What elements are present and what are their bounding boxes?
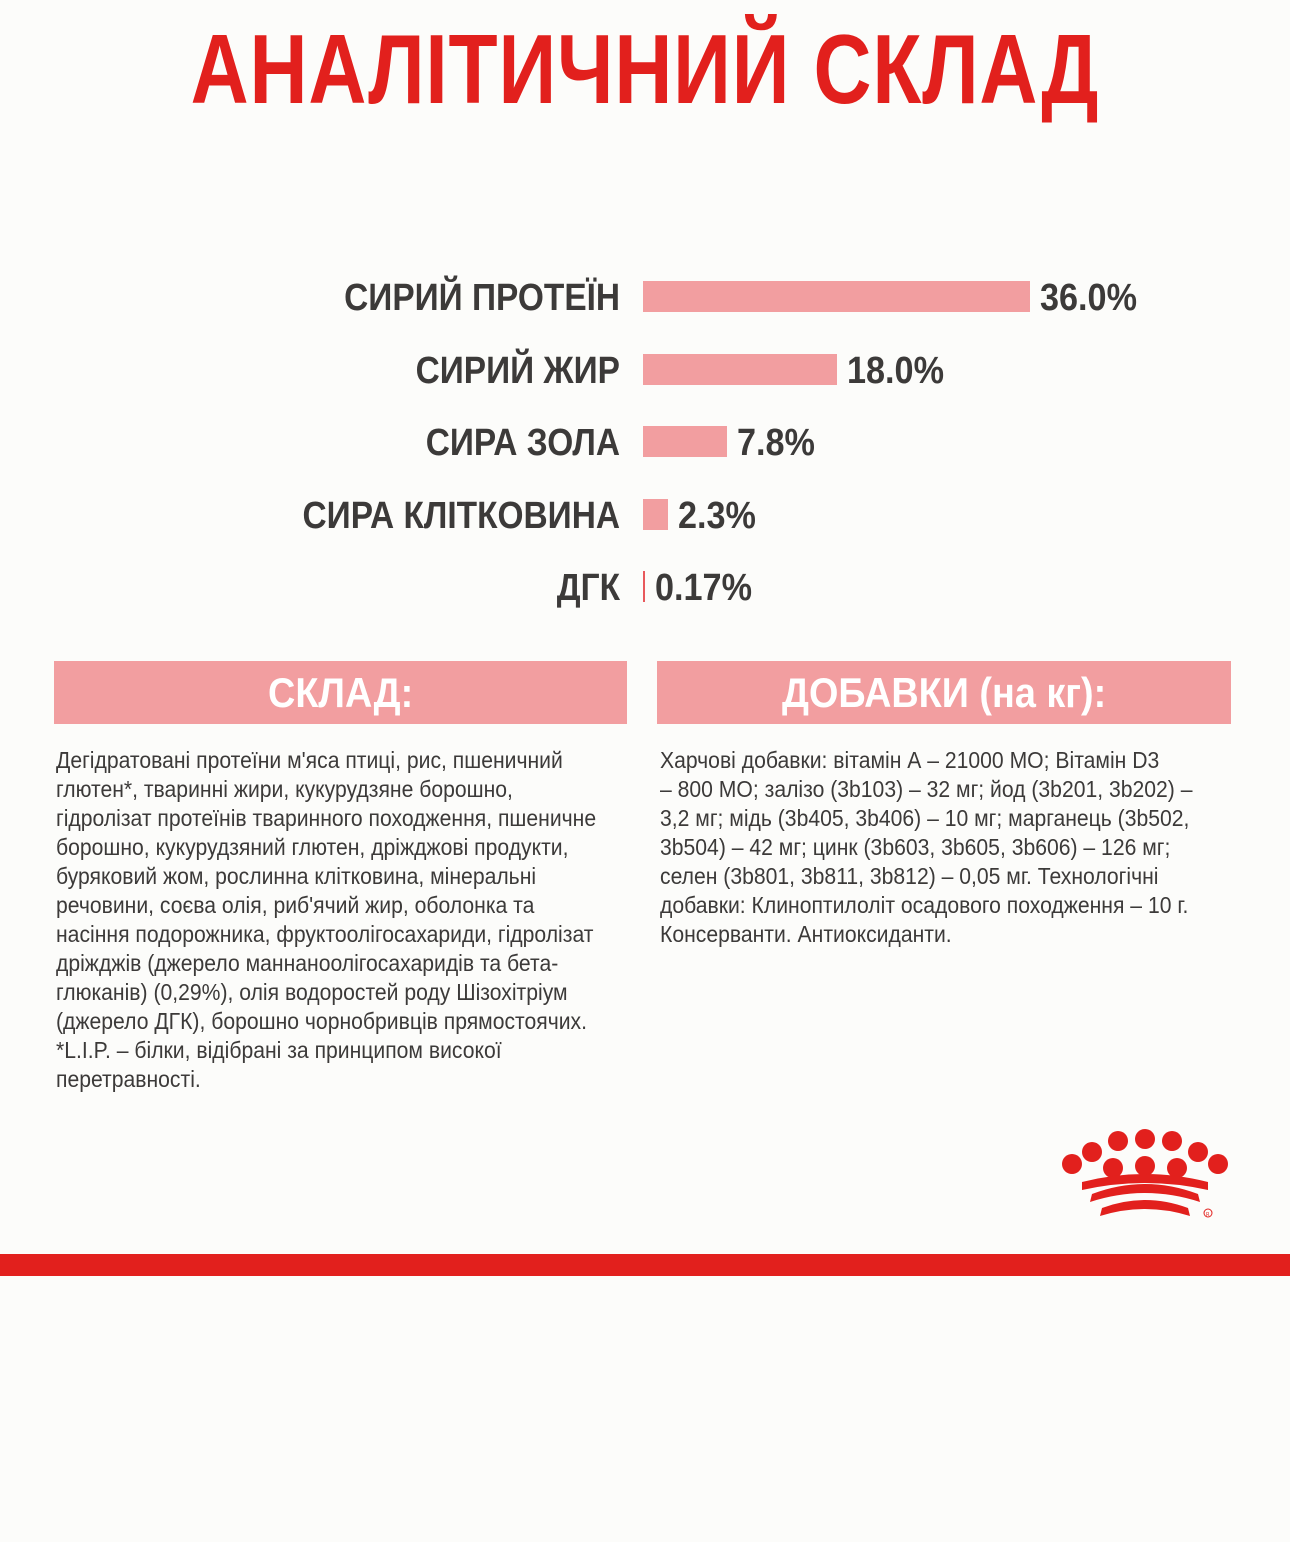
- composition-line: борошно, кукурудзяний глютен, дріжджові продукти,: [56, 834, 569, 860]
- additives-line: – 800 МО; залізо (3b103) – 32 мг; йод (3b201, 3b202) –: [660, 776, 1193, 802]
- composition-line: перетравності.: [56, 1066, 201, 1092]
- analytical-composition-chart: [0, 0, 1290, 640]
- chart-category-label: СИРА КЛІТКОВИНА: [302, 494, 620, 537]
- composition-line: гідролізат протеїнів тваринного походження, пшеничне: [56, 805, 597, 831]
- chart-bar: [643, 354, 837, 385]
- additives-line: Консерванти. Антиоксиданти.: [660, 921, 952, 947]
- royal-crown-logo-icon: [1058, 1128, 1232, 1224]
- svg-text:R: R: [1206, 1212, 1210, 1218]
- chart-bar: [643, 571, 645, 602]
- composition-line: глюканів) (0,29%), олія водоростей роду Шізохітріум: [56, 979, 568, 1005]
- page-title: АНАЛІТИЧНИЙ СКЛАД: [190, 14, 1100, 124]
- chart-category-label: СИРА ЗОЛА: [425, 422, 620, 464]
- chart-bar: [643, 281, 1030, 312]
- chart-value-label: 7.8%: [736, 422, 815, 464]
- composition-line: (джерело ДГК), борошно чорнобривців прямостоячих.: [56, 1008, 588, 1034]
- chart-value-label: 18.0%: [846, 349, 944, 392]
- additives-line: 3b504) – 42 мг; цинк (3b603, 3b605, 3b606) – 126 мг;: [660, 834, 1171, 860]
- chart-category-label: СИРИЙ ЖИР: [415, 349, 620, 392]
- additives-line: 3,2 мг; мідь (3b405, 3b406) – 10 мг; марганець (3b502,: [660, 805, 1190, 831]
- chart-category-label: СИРИЙ ПРОТЕЇН: [344, 277, 620, 319]
- chart-bar: [643, 499, 668, 530]
- composition-line: насіння подорожника, фруктоолігосахариди, гідролізат: [56, 921, 594, 947]
- chart-bar: [643, 426, 727, 457]
- composition-line: дріжджів (джерело маннаноолігосахаридів та бета-: [56, 950, 559, 976]
- composition-line: *L.I.P. – білки, відібрані за принципом високої: [56, 1037, 502, 1063]
- brand-stripe: [0, 1254, 1290, 1276]
- additives-line: Харчові добавки: вітамін А – 21000 МО; Вітамін D3: [660, 747, 1160, 773]
- composition-line: глютен*, тваринні жири, кукурудзяне борошно,: [56, 776, 513, 802]
- composition-heading: СКЛАД:: [54, 661, 627, 724]
- chart-value-label: 36.0%: [1040, 277, 1137, 319]
- chart-value-label: 0.17%: [655, 567, 752, 609]
- chart-value-label: 2.3%: [677, 494, 756, 537]
- chart-category-label: ДГК: [556, 567, 620, 609]
- additives-text: [660, 746, 1235, 949]
- composition-line: Дегідратовані протеїни м'яса птиці, рис, пшеничний: [56, 747, 563, 773]
- composition-line: речовини, соєва олія, риб'ячий жир, оболонка та: [56, 892, 535, 918]
- additives-line: добавки: Клиноптилоліт осадового походження – 10 г.: [660, 892, 1189, 918]
- additives-line: селен (3b801, 3b811, 3b812) – 0,05 мг. Технологічні: [660, 863, 1159, 889]
- composition-text: [56, 746, 631, 1094]
- composition-line: буряковий жом, рослинна клітковина, мінеральні: [56, 863, 537, 889]
- additives-heading: ДОБАВКИ (на кг):: [657, 661, 1231, 724]
